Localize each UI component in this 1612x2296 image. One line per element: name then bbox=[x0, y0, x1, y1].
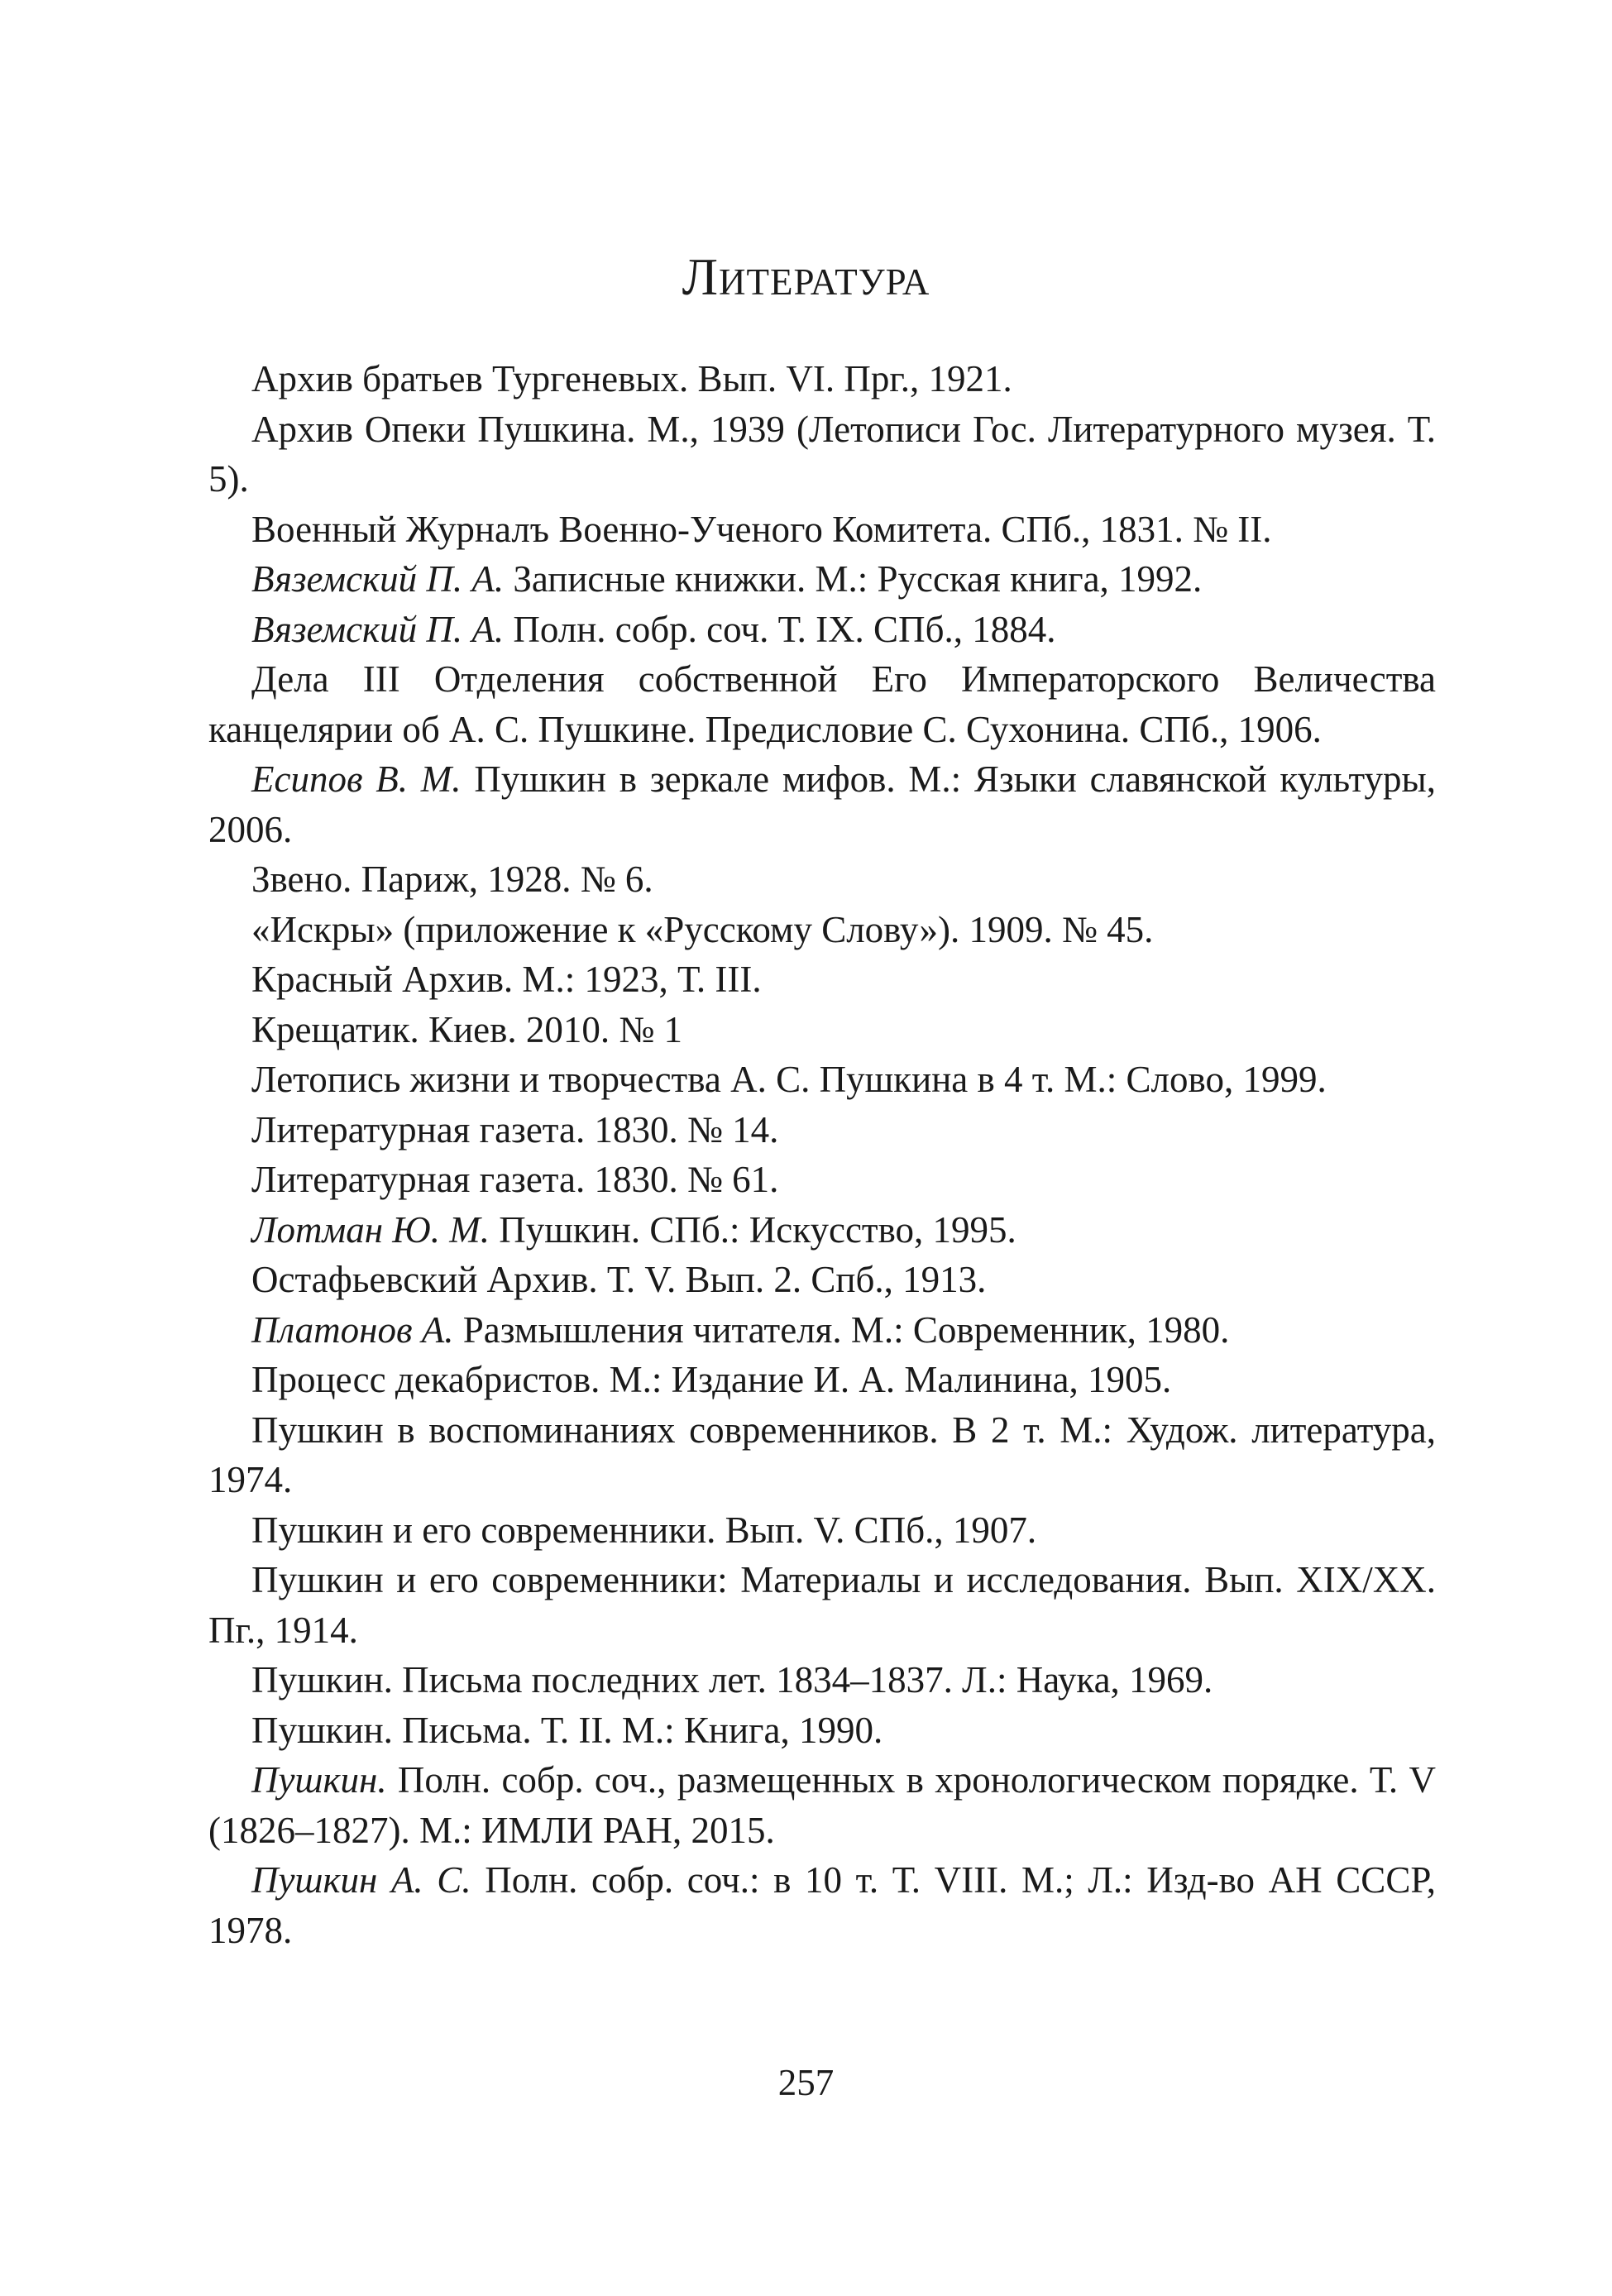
entry-text: Красный Архив. М.: 1923, Т. III. bbox=[251, 959, 762, 1000]
entry-text: «Искры» (приложение к «Русскому Слову»). 1909. № 45. bbox=[251, 908, 1154, 950]
entry-author: Пушкин. bbox=[251, 1759, 387, 1801]
entry-author: Лотман Ю. М. bbox=[251, 1208, 490, 1251]
bibliography-list bbox=[208, 354, 1436, 1955]
entry-text: Пушкин. Письма последних лет. 1834–1837. Л.: Наука, 1969. bbox=[251, 1659, 1213, 1700]
bibliography-entry bbox=[208, 1405, 1436, 1505]
entry-text: Пушкин и его современники. Вып. V. СПб., 1907. bbox=[251, 1509, 1037, 1551]
entry-text: Процесс декабристов. М.: Издание И. А. Малинина, 1905. bbox=[251, 1359, 1172, 1400]
bibliography-entry bbox=[208, 1655, 1436, 1705]
entry-text: Пушкин и его современники: Материалы и исследования. Вып. XIX/XX. Пг., 1914. bbox=[208, 1559, 1436, 1651]
entry-text: Военный Журналъ Военно-Ученого Комитета. СПб., 1831. № II. bbox=[251, 508, 1272, 550]
page-title: Литература bbox=[682, 247, 930, 306]
entry-text: Звено. Париж, 1928. № 6. bbox=[251, 859, 653, 900]
bibliography-entry bbox=[208, 1505, 1436, 1556]
entry-text: Пушкин. Письма. Т. II. М.: Книга, 1990. bbox=[251, 1709, 883, 1751]
entry-author: Есипов В. М. bbox=[251, 758, 462, 800]
bibliography-entry bbox=[208, 954, 1436, 1005]
entry-text: Полн. собр. соч. Т. IX. СПб., 1884. bbox=[504, 608, 1056, 650]
entry-text: Литературная газета. 1830. № 14. bbox=[251, 1108, 779, 1150]
entry-text: Архив братьев Тургеневых. Вып. VI. Прг., 1921. bbox=[251, 358, 1012, 399]
entry-text: Летопись жизни и творчества А. С. Пушкина в 4 т. М.: Слово, 1999. bbox=[251, 1059, 1327, 1100]
bibliography-entry bbox=[208, 905, 1436, 955]
entry-text: Полн. собр. соч., размещенных в хронологическом порядке. Т. V (1826–1827). М.: ИМЛИ РАН, 2015. bbox=[208, 1759, 1436, 1851]
bibliography-entry bbox=[208, 1105, 1436, 1155]
bibliography-entry bbox=[208, 505, 1436, 555]
entry-text: Записные книжки. М.: Русская книга, 1992. bbox=[504, 558, 1203, 600]
entry-text: Пушкин. СПб.: Искусство, 1995. bbox=[489, 1208, 1016, 1251]
entry-text: Полн. собр. соч.: в 10 т. Т. VIII. М.; Л.: Изд-во АН СССР, 1978. bbox=[208, 1859, 1436, 1951]
entry-text: Размышления читателя. М.: Современник, 1980. bbox=[453, 1308, 1230, 1351]
entry-author: Вяземский П. А. bbox=[251, 608, 505, 650]
entry-text: Дела III Отделения собственной Его Императорского Величества канцелярии об А. С. Пушкине. Предисловие С. Сухонина. СПб., 1906. bbox=[208, 658, 1436, 750]
bibliography-entry bbox=[208, 1205, 1436, 1256]
entry-text: Остафьевский Архив. Т. V. Вып. 2. Спб., 1913. bbox=[251, 1259, 987, 1300]
bibliography-entry bbox=[208, 1755, 1436, 1855]
entry-text: Пушкин в зеркале мифов. М.: Языки славянской культуры, 2006. bbox=[208, 758, 1436, 850]
bibliography-entry bbox=[208, 1005, 1436, 1055]
entry-text: Архив Опеки Пушкина. М., 1939 (Летописи Гос. Литературного музея. Т. 5). bbox=[208, 408, 1436, 500]
bibliography-entry bbox=[208, 1705, 1436, 1756]
bibliography-entry bbox=[208, 1155, 1436, 1205]
page-number: 257 bbox=[777, 2062, 835, 2103]
bibliography-entry bbox=[208, 854, 1436, 905]
bibliography-entry bbox=[208, 1855, 1436, 1955]
entry-author: Вяземский П. А. bbox=[251, 558, 505, 600]
bibliography-entry bbox=[208, 554, 1436, 605]
bibliography-entry bbox=[208, 1555, 1436, 1655]
bibliography-entry bbox=[208, 1305, 1436, 1356]
entry-text: Крещатик. Киев. 2010. № 1 bbox=[251, 1008, 683, 1050]
bibliography-entry bbox=[208, 754, 1436, 854]
bibliography-entry bbox=[208, 605, 1436, 655]
bibliography-entry bbox=[208, 1255, 1436, 1305]
bibliography-entry bbox=[208, 354, 1436, 404]
entry-text: Литературная газета. 1830. № 61. bbox=[251, 1159, 779, 1200]
bibliography-entry bbox=[208, 654, 1436, 754]
bibliography-entry bbox=[208, 1355, 1436, 1405]
bibliography-entry bbox=[208, 1055, 1436, 1105]
bibliography-entry bbox=[208, 404, 1436, 505]
entry-text: Пушкин в воспоминаниях современников. В 2 т. М.: Худож. литература, 1974. bbox=[208, 1409, 1436, 1500]
entry-author: Платонов А. bbox=[251, 1308, 454, 1351]
entry-author: Пушкин А. С. bbox=[251, 1859, 471, 1901]
